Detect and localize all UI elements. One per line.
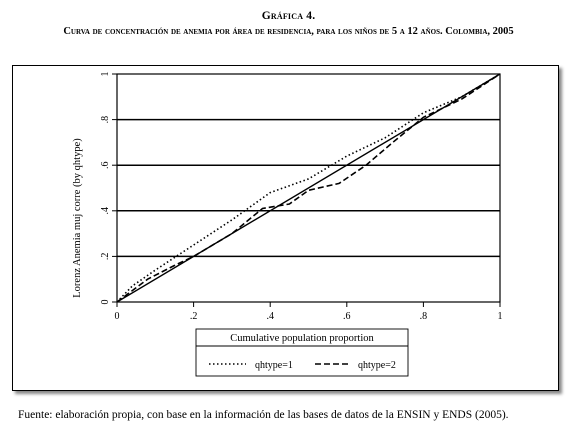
y-axis-label: Lorenz Anemia muj corre (by qhtype) [72,138,83,298]
y-tick-label: .6 [100,161,111,169]
source-note: Fuente: elaboración propia, con base en la información de las bases de datos de la ENSIN y ENDS (2005). [18,409,509,421]
y-tick-label: 0 [100,299,111,305]
y-tick-label: .4 [100,207,111,215]
x-tick-label: .2 [189,311,198,322]
x-tick-label: .8 [419,311,428,322]
legend-label-qhtype-1: qhtype=1 [255,360,293,371]
x-tick-label: .6 [343,311,351,322]
figure-caption [0,10,577,39]
legend-label-qhtype-2: qhtype=2 [358,360,396,371]
figure-title: Curva de concentración de anemia por área de residencia, para los niños de 5 a 12 años. Colombia, 2005 [63,26,514,37]
legend-box [196,329,408,376]
figure-label: Gráfica 4. [261,10,316,22]
x-tick-label: .4 [266,311,274,322]
concentration-chart [13,66,558,390]
y-tick-label: .2 [100,252,111,261]
x-tick-label: 0 [114,311,120,322]
y-tick-label: .8 [100,115,111,124]
x-axis-label: Cumulative population proportion [230,333,374,344]
y-axis [100,72,117,305]
x-axis [115,302,503,322]
x-tick-label: 1 [497,311,503,322]
chart-frame [12,65,559,391]
y-tick-label: 1 [100,71,111,77]
